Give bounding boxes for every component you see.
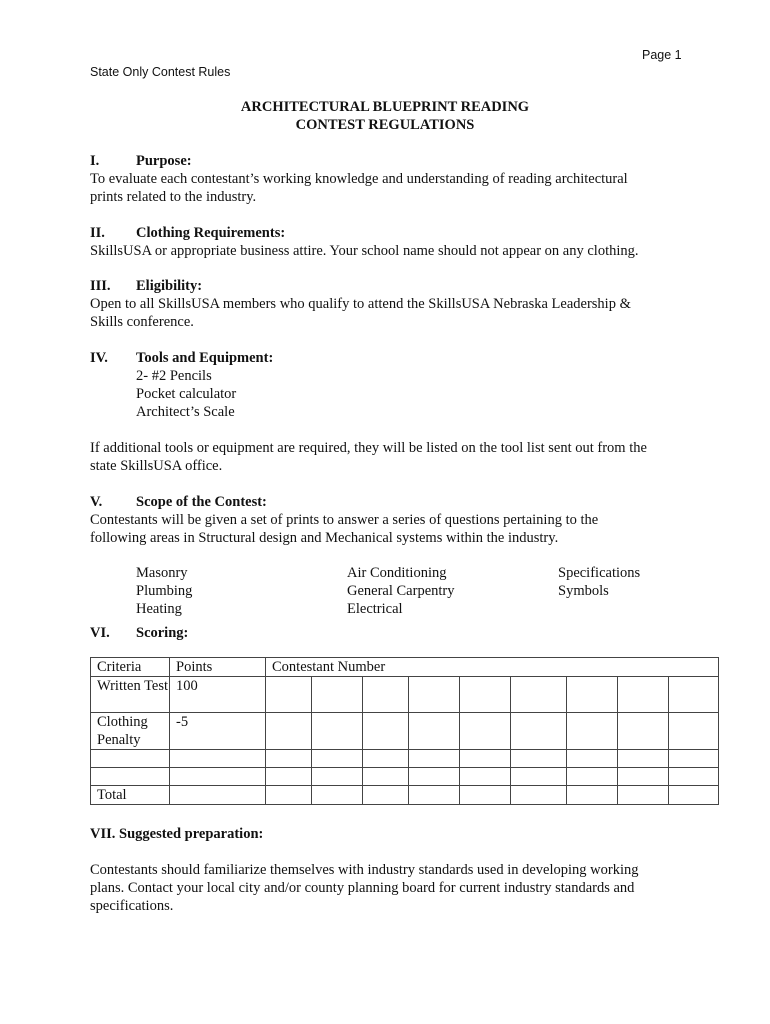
points-cell [170,768,266,786]
table-row [91,677,719,713]
points-cell [170,786,266,805]
section-text: following areas in Structural design and Mechanical systems within the industry. [90,530,559,546]
points-header: Points [170,658,266,677]
table-row [91,750,719,768]
score-cell[interactable] [266,768,312,786]
score-cell[interactable] [312,768,363,786]
score-cell[interactable] [618,786,669,805]
score-cell[interactable] [669,677,719,713]
criteria-cell [91,768,170,786]
score-cell[interactable] [669,786,719,805]
score-cell[interactable] [363,768,409,786]
points-cell [170,750,266,768]
document-title-line2: CONTEST REGULATIONS [295,117,475,133]
score-cell[interactable] [669,750,719,768]
score-cell[interactable] [266,750,312,768]
score-cell[interactable] [363,786,409,805]
score-cell[interactable] [511,713,567,750]
score-cell[interactable] [409,713,460,750]
table-row [91,713,719,750]
score-cell[interactable] [567,750,618,768]
section-number: II. [90,225,105,241]
table-total-row [91,786,719,805]
section-heading: Eligibility: [136,278,203,294]
score-cell[interactable] [511,750,567,768]
score-cell[interactable] [669,713,719,750]
score-cell[interactable] [312,677,363,713]
section-text: Contestants will be given a set of prints to answer a series of questions pertaining to the [90,512,599,528]
section-heading: VII. Suggested preparation: [90,826,264,842]
section-heading: Clothing Requirements: [136,225,286,241]
scope-area: General Carpentry [347,583,455,599]
section-text: state SkillsUSA office. [90,458,223,474]
section-text: Open to all SkillsUSA members who qualify to attend the SkillsUSA Nebraska Leadership & [90,296,631,312]
section-heading: Scoring: [136,625,189,641]
section-heading: Tools and Equipment: [136,350,274,366]
contestant-number-header: Contestant Number [266,658,719,677]
score-cell[interactable] [567,768,618,786]
score-cell[interactable] [618,713,669,750]
score-cell[interactable] [567,713,618,750]
section-number: IV. [90,350,108,366]
score-cell[interactable] [567,677,618,713]
score-cell[interactable] [460,786,511,805]
scoring-table [90,657,719,805]
page-number: Page 1 [642,48,682,62]
section-text: To evaluate each contestant’s working knowledge and understanding of reading architectural [90,171,628,187]
score-cell[interactable] [363,713,409,750]
score-cell[interactable] [511,786,567,805]
section-text: Skills conference. [90,314,194,330]
criteria-cell: Clothing Penalty [91,713,170,750]
criteria-cell: Total [91,786,170,805]
score-cell[interactable] [460,750,511,768]
score-cell[interactable] [618,677,669,713]
scope-area: Specifications [558,565,641,581]
score-cell[interactable] [312,713,363,750]
section-heading: Scope of the Contest: [136,494,267,510]
score-cell[interactable] [363,677,409,713]
score-cell[interactable] [266,786,312,805]
score-cell[interactable] [618,750,669,768]
score-cell[interactable] [266,713,312,750]
table-header-row [91,658,719,677]
tool-item: Pocket calculator [136,386,237,402]
score-cell[interactable] [312,786,363,805]
section-number: VI. [90,625,110,641]
section-text: SkillsUSA or appropriate business attire. Your school name should not appear on any clothing. [90,243,639,259]
section-text: plans. Contact your local city and/or county planning board for current industry standards and [90,880,635,896]
score-cell[interactable] [669,768,719,786]
scope-area: Heating [136,601,182,617]
section-text: Contestants should familiarize themselves with industry standards used in developing working [90,862,639,878]
tool-item: 2- #2 Pencils [136,368,212,384]
section-text: prints related to the industry. [90,189,257,205]
score-cell[interactable] [409,750,460,768]
section-heading: Purpose: [136,153,192,169]
header-note: State Only Contest Rules [90,65,231,79]
scope-area: Plumbing [136,583,193,599]
score-cell[interactable] [409,677,460,713]
points-cell: 100 [170,677,266,713]
points-cell: -5 [170,713,266,750]
score-cell[interactable] [567,786,618,805]
score-cell[interactable] [460,713,511,750]
scope-area: Masonry [136,565,188,581]
section-number: III. [90,278,111,294]
score-cell[interactable] [409,786,460,805]
criteria-header: Criteria [91,658,170,677]
criteria-cell: Written Test [91,677,170,713]
score-cell[interactable] [511,768,567,786]
section-text: If additional tools or equipment are required, they will be listed on the tool list sent out from the [90,440,647,456]
tool-item: Architect’s Scale [136,404,235,420]
criteria-cell [91,750,170,768]
score-cell[interactable] [511,677,567,713]
score-cell[interactable] [266,677,312,713]
score-cell[interactable] [312,750,363,768]
score-cell[interactable] [363,750,409,768]
section-number: I. [90,153,100,169]
section-text: specifications. [90,898,174,914]
score-cell[interactable] [460,677,511,713]
table-row [91,768,719,786]
score-cell[interactable] [460,768,511,786]
score-cell[interactable] [409,768,460,786]
scope-area: Symbols [558,583,609,599]
score-cell[interactable] [618,768,669,786]
scope-area: Electrical [347,601,403,617]
document-title-line1: ARCHITECTURAL BLUEPRINT READING [240,99,530,115]
section-number: V. [90,494,103,510]
scope-area: Air Conditioning [347,565,447,581]
